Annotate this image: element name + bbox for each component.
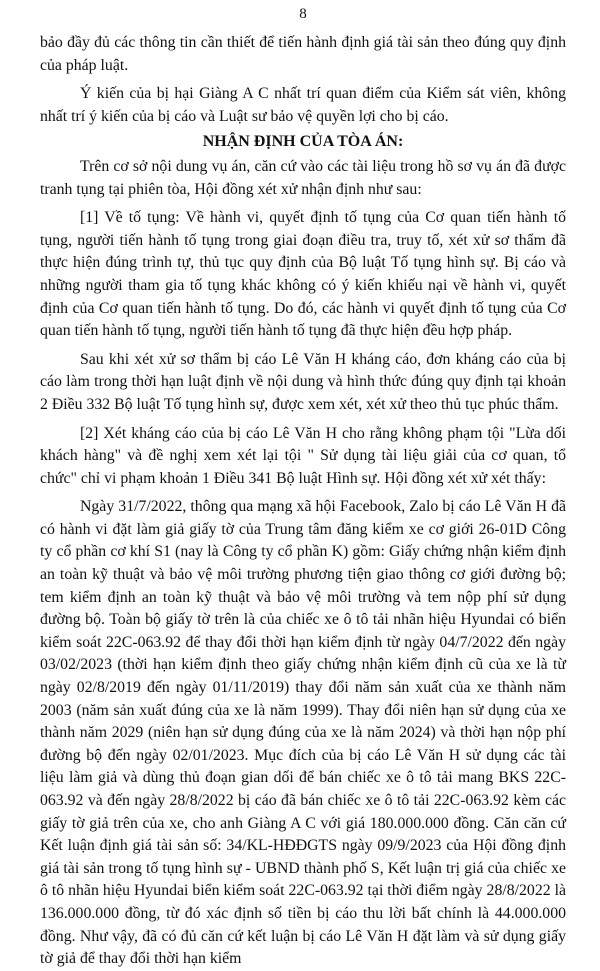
paragraph-intro: Trên cơ sở nội dung vụ án, căn cứ vào các tài liệu trong hồ sơ vụ án đã được tranh tụng tại phiên tòa, Hội đồng xét xử nhận định như sau:	[40, 157, 566, 198]
paragraph-facts: Ngày 31/7/2022, thông qua mạng xã hội Facebook, Zalo bị cáo Lê Văn H đã có hành vi đặt làm giả giấy tờ của Trung tâm đăng kiểm xe cơ giới 26-01D Công ty cổ phần cơ khí S1 (nay là Công ty cổ phần K) gồm: Giấy chứng nhận kiểm định an toàn kỹ thuật và bảo vệ môi trường phương tiện giao thông cơ giới đường bộ; tem kiểm định an toàn kỹ thuật và bảo vệ môi trường và tem nộp phí sử dụng đường bộ. Toàn bộ giấy tờ trên là của chiếc xe ô tô tải nhãn hiệu Hyundai có biển kiểm soát 22C-063.92 để thay đổi thời hạn kiểm định từ ngày 04/7/2022 đến ngày 03/02/2023 (thời hạn kiểm định theo giấy chứng nhận kiểm định cũ của xe là từ ngày 02/8/2019 đến ngày 01/11/2019) thay đổi năm sản xuất của xe thành năm 2003 (năm sản xuất đúng của xe là năm 1999). Thay đổi niên hạn sử dụng của xe thành năm 2029 (niên hạn sử dụng đúng của xe là năm 2024) và thời hạn nộp phí đường bộ đến ngày 02/01/2023. Mục đích của bị cáo Lê Văn H sử dụng các tài liệu làm giả và dùng thủ đoạn gian dối để bán chiếc xe ô tô tải mang BKS 22C-063.92 và đến ngày 28/8/2022 bị cáo đã bán chiếc xe ô tô tải 22C-063.92 kèm các giấy tờ giả trên của xe, cho anh Giàng A C với giá 180.000.000 đồng. Căn căn cứ Kết luận định giá tài sản số: 34/KL-HĐĐGTS ngày 09/9/2023 của Hội đồng định giá tài sản trong tố tụng hình sự - UBND thành phố S, Kết luận trị giá của chiếc xe ô tô nhãn hiệu Hyundai biển kiểm soát 22C-063.92 tại thời điểm ngày 28/8/2022 là 136.000.000 đồng, từ đó xác định số tiền bị cáo thu lời bất chính là 44.000.000 đồng. Như vậy, đã có đủ căn cứ kết luận bị cáo Lê Văn H đặt làm và sử dụng giấy tờ giả để thay đổi thời hạn kiểm	[40, 498, 566, 968]
paragraph-appeal-review: [2] Xét kháng cáo của bị cáo Lê Văn H cho rằng không phạm tội "Lừa dối khách hàng" và đề nghị xem xét lại tội " Sử dụng tài liệu giải của cơ quan, tổ chức" chỉ vi phạm khoản 1 Điều 341 Bộ luật Hình sự. Hội đồng xét xử xét thấy:	[40, 424, 566, 487]
page-number: 8	[299, 6, 307, 22]
section-heading: NHẬN ĐỊNH CỦA TÒA ÁN:	[202, 133, 404, 151]
paragraph-continuation: bảo đầy đủ các thông tin cần thiết để tiến hành định giá tài sản theo đúng quy định của pháp luật.	[40, 34, 566, 74]
paragraph-procedure: [1] Về tố tụng: Về hành vi, quyết định tố tụng của Cơ quan tiến hành tố tụng, người tiến hành tố tụng trong giai đoạn điều tra, truy tố, xét xử sơ thẩm đã thực hiện đúng trình tự, thủ tục quy định của Bộ luật Tố tụng hình sự. Bị cáo và những người tham gia tố tụng khác không có ý kiến khiếu nại về hành vi, quyết định của Cơ quan tiến hành tố tụng. Do đó, các hành vi quyết định tố tụng của Cơ quan tiến hành tố tụng, người tiến hành tố tụng đã thực hiện đều hợp pháp.	[40, 209, 566, 340]
paragraph-appeal: Sau khi xét xử sơ thẩm bị cáo Lê Văn H kháng cáo, đơn kháng cáo của bị cáo làm trong thời hạn luật định về nội dung và hình thức đúng quy định tại khoản 2 Điều 332 Bộ luật Tố tụng hình sự, được xem xét, xét xử theo thủ tục phúc thẩm.	[40, 350, 566, 413]
paragraph-victim-opinion: Ý kiến của bị hại Giàng A C nhất trí quan điểm của Kiểm sát viên, không nhất trí ý kiến của bị cáo và Luật sư bảo vệ quyền lợi cho bị cáo.	[40, 85, 566, 125]
